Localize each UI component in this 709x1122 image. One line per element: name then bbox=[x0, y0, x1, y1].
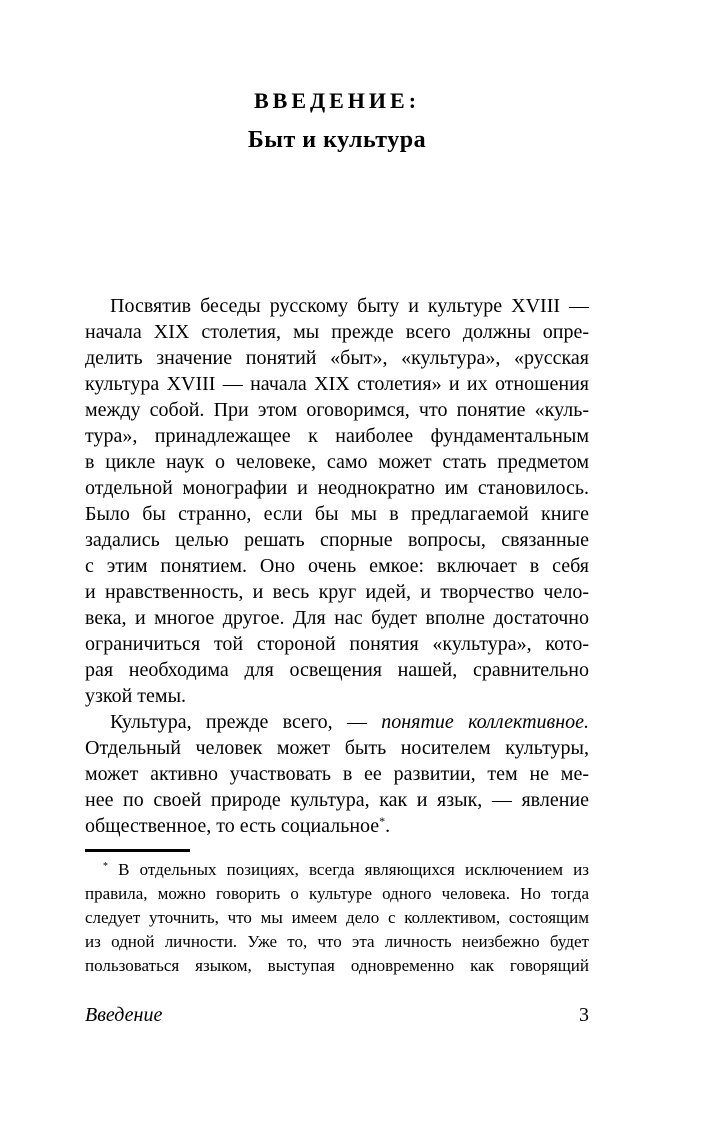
italic-phrase: понятие коллективное. bbox=[381, 711, 589, 733]
text-line: рая необходима для освещения нашей, сравнительно bbox=[85, 659, 589, 681]
chapter-heading bbox=[85, 88, 589, 153]
footnote-line bbox=[85, 858, 589, 882]
text-line: делить значение понятий «быт», «культура», «русская bbox=[85, 347, 589, 369]
footnote-line: пользоваться языком, выступая одновременно как говорящий bbox=[85, 956, 589, 975]
text-line: узкой темы. bbox=[85, 685, 187, 707]
text-line: между собой. При этом оговоримся, что понятие «куль- bbox=[85, 399, 589, 421]
text-line: с этим понятием. Оно очень емкое: включает в себя bbox=[85, 555, 589, 577]
text-line: Посвятив беседы русскому быту и культуре XVIII — bbox=[110, 295, 589, 317]
running-title: Введение bbox=[85, 1004, 163, 1026]
paragraph-2 bbox=[85, 709, 589, 839]
text-line: культура XVIII — начала XIX столетия» и их отношения bbox=[85, 373, 589, 395]
footnote bbox=[85, 858, 589, 978]
text-line: тура», принадлежащее к наиболее фундаментальным bbox=[85, 425, 589, 447]
text-line: нее по своей природе культура, как и язык, — явление bbox=[85, 789, 589, 811]
text-line: века, и многое другое. Для нас будет вполне достаточно bbox=[85, 607, 589, 629]
text-line bbox=[85, 813, 589, 839]
paragraph-1 bbox=[85, 293, 589, 709]
text-line: Отдельный человек может быть носителем культуры, bbox=[85, 737, 589, 759]
text-line: ограничиться той стороной понятия «культура», кото- bbox=[85, 633, 589, 655]
text-line: может активно участвовать в ее развитии, тем не ме- bbox=[85, 763, 589, 785]
page-number: 3 bbox=[579, 1004, 589, 1026]
footnote-line: правила, можно говорить о культуре одного человека. Но тогда bbox=[85, 884, 589, 903]
text-segment: В отдельных позициях, всегда являющихся исключением из bbox=[108, 860, 589, 879]
body-text bbox=[85, 293, 589, 839]
footnote-marker: * bbox=[103, 861, 108, 872]
footnote-line: следует уточнить, что мы имеем дело с коллективом, состоящим bbox=[85, 908, 589, 927]
chapter-title-line1: ВВЕДЕНИЕ: bbox=[253, 88, 421, 113]
text-segment: . bbox=[385, 815, 391, 837]
page-footer bbox=[85, 1003, 589, 1027]
text-line: Было бы странно, если бы мы в предлагаемой книге bbox=[85, 503, 589, 525]
text-segment: Культура, прежде всего, — bbox=[110, 711, 382, 733]
text-line: задались целью решать спорные вопросы, связанные bbox=[85, 529, 589, 551]
footnote-separator bbox=[85, 849, 190, 852]
footnote-marker: * bbox=[379, 814, 386, 828]
text-line: отдельной монографии и неоднократно им становилось. bbox=[85, 477, 589, 499]
text-line: в цикле наук о человеке, само может стать предметом bbox=[85, 451, 589, 473]
text-line bbox=[85, 709, 589, 735]
text-line: начала XIX столетия, мы прежде всего должны опре- bbox=[85, 321, 589, 343]
chapter-title-line2: Быт и культура bbox=[247, 127, 427, 153]
text-line: и нравственность, и весь круг идей, и творчество чело- bbox=[85, 581, 589, 603]
footnote-line: из одной личности. Уже то, что эта личность неизбежно будет bbox=[85, 932, 589, 951]
text-segment: общественное, то есть социальное bbox=[85, 815, 380, 837]
